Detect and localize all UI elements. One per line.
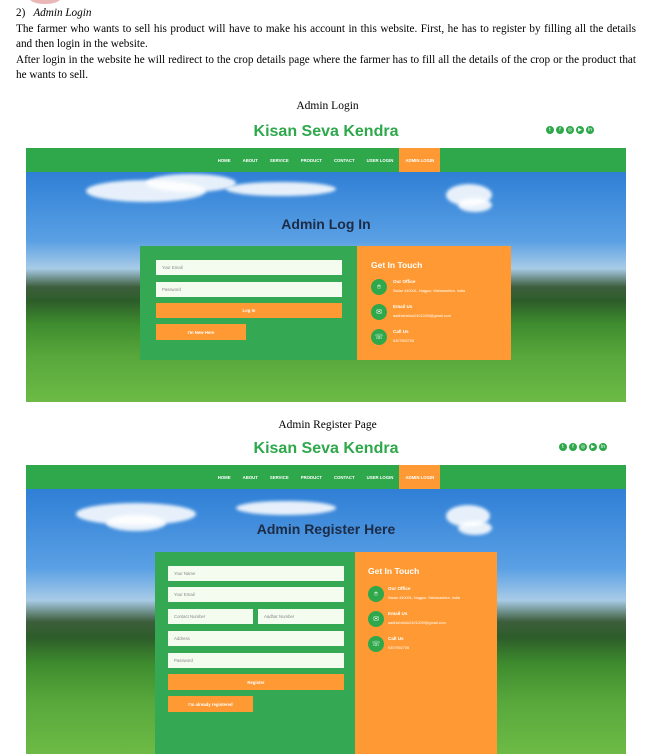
new-here-button[interactable]: I'm New Here — [156, 324, 246, 340]
youtube-icon[interactable]: ▶ — [589, 443, 597, 451]
email-icon: ✉ — [371, 304, 387, 320]
email-label: Email Us — [393, 304, 413, 309]
caption-login: Admin Login — [296, 100, 359, 112]
page-corner-mark — [30, 0, 60, 4]
nav-user-login[interactable]: USER LOGIN — [366, 157, 394, 163]
page-title: Admin Register Here — [256, 521, 396, 537]
aadhar-number-field[interactable]: Aadhar Number — [258, 609, 344, 624]
office-value: Sadar 440001, Nagpur, Maharashtra, India — [388, 596, 460, 600]
social-links — [546, 126, 594, 134]
section-heading: 2) Admin Login — [16, 7, 92, 19]
call-value: 9307592755 — [393, 339, 415, 343]
nav-product[interactable]: PRODUCT — [300, 157, 322, 163]
caption-register: Admin Register Page — [278, 419, 377, 431]
email-value: aadhishekkk2401200l@gmail.com — [393, 314, 451, 318]
nav-admin-login[interactable]: ADMIN LOGIN — [399, 148, 440, 172]
contact-number-field[interactable]: Contact Number — [168, 609, 253, 624]
navbar — [26, 148, 626, 172]
login-screenshot — [26, 118, 626, 402]
social-links — [559, 443, 607, 451]
login-button[interactable]: Log In — [156, 303, 342, 318]
name-field[interactable]: Your Name — [168, 566, 344, 581]
nav-service[interactable]: SERVICE — [269, 474, 289, 480]
call-label: Call Us — [388, 636, 404, 641]
nav-about[interactable]: ABOUT — [242, 474, 258, 480]
office-label: Our Office — [393, 279, 416, 284]
twitter-icon[interactable]: t — [546, 126, 554, 134]
instagram-icon[interactable]: ◎ — [580, 444, 586, 450]
nav-about[interactable]: ABOUT — [242, 157, 258, 163]
login-form — [140, 246, 357, 360]
location-icon: ⌾ — [368, 586, 384, 602]
linkedin-icon[interactable]: in — [600, 444, 606, 450]
location-icon: ⌾ — [371, 279, 387, 295]
email-icon: ✉ — [368, 611, 384, 627]
facebook-icon[interactable]: f — [556, 126, 564, 134]
nav-service[interactable]: SERVICE — [269, 157, 289, 163]
youtube-icon[interactable]: ▶ — [576, 126, 584, 134]
document-text — [16, 6, 636, 84]
hero-background — [26, 172, 626, 402]
office-label: Our Office — [388, 586, 411, 591]
call-value: 9307592755 — [388, 646, 410, 650]
paragraph-2: After login in the website he will redirect to the crop details page where the farmer has to fill all the details of the crop or the product that he wants to sell. — [16, 53, 636, 82]
already-registered-button[interactable]: I'm already registered — [168, 696, 253, 712]
call-label: Call Us — [393, 329, 409, 334]
paragraph-1: The farmer who wants to sell his product will have to make his account in this website. First, he has to register by filling all the details and then login in the website. — [16, 22, 636, 51]
instagram-icon[interactable]: ◎ — [567, 127, 573, 133]
email-label: Email Us — [388, 611, 408, 616]
email-value: aadhishekkk2401200l@gmail.com — [388, 621, 446, 625]
email-field[interactable]: Your Email — [156, 260, 342, 275]
facebook-icon[interactable]: f — [569, 443, 577, 451]
password-field[interactable]: Password — [156, 282, 342, 297]
nav-product[interactable]: PRODUCT — [300, 474, 322, 480]
nav-home[interactable]: HOME — [217, 474, 231, 480]
hero-background — [26, 489, 626, 754]
contact-title: Get In Touch — [368, 566, 420, 576]
register-form — [155, 552, 355, 754]
register-button[interactable]: Register — [168, 674, 344, 690]
nav-home[interactable]: HOME — [217, 157, 231, 163]
nav-admin-login[interactable]: ADMIN LOGIN — [399, 465, 440, 489]
brand-title: Kisan Seva Kendra — [253, 440, 399, 457]
linkedin-icon[interactable]: in — [587, 127, 593, 133]
contact-panel — [355, 552, 497, 754]
contact-title: Get In Touch — [371, 260, 423, 270]
contact-panel — [357, 246, 511, 360]
twitter-icon[interactable]: t — [559, 443, 567, 451]
page-title: Admin Log In — [281, 216, 371, 232]
password-field[interactable]: Password — [168, 653, 344, 668]
phone-icon: ☏ — [371, 329, 387, 345]
address-field[interactable]: Address — [168, 631, 344, 646]
register-screenshot — [26, 436, 626, 754]
nav-contact[interactable]: CONTACT — [333, 474, 355, 480]
phone-icon: ☏ — [368, 636, 384, 652]
brand-title: Kisan Seva Kendra — [253, 123, 399, 140]
navbar — [26, 465, 626, 489]
nav-contact[interactable]: CONTACT — [333, 157, 355, 163]
office-value: Sadar 440001, Nagpur, Maharashtra, India — [393, 289, 465, 293]
email-field[interactable]: Your Email — [168, 587, 344, 602]
nav-user-login[interactable]: USER LOGIN — [366, 474, 394, 480]
